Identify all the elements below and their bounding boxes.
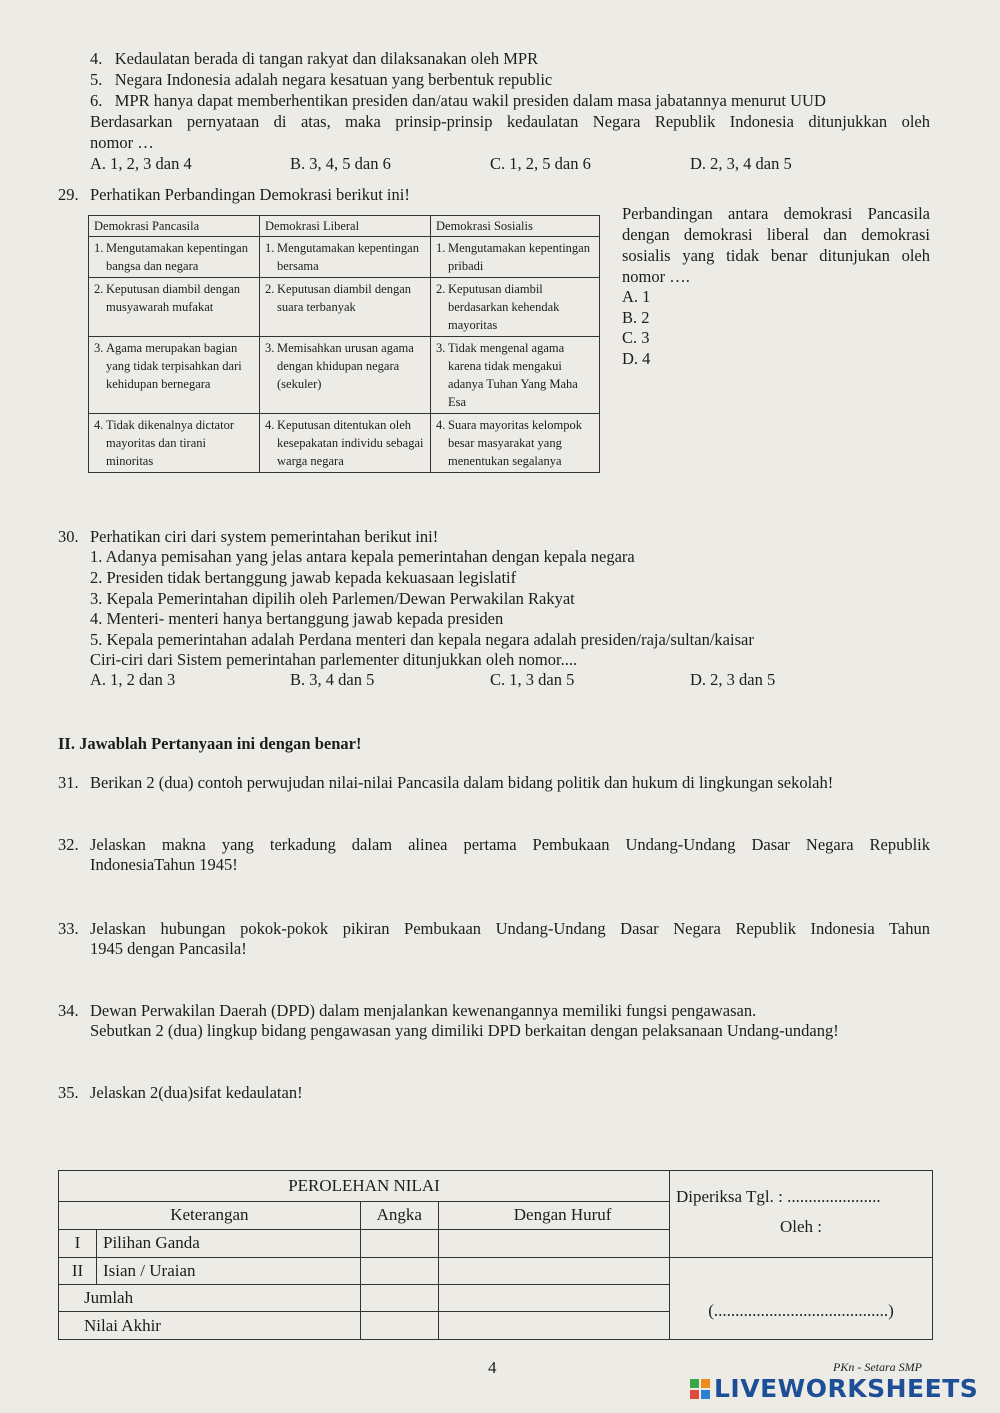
table-row (89, 337, 600, 414)
score-row-label: Pilihan Ganda (97, 1230, 361, 1257)
question-number: 29. (58, 185, 79, 204)
list-item: 3. Kepala Pemerintahan dipilih oleh Parlemen/Dewan Perwakilan Rakyat (90, 589, 575, 608)
table-row (89, 278, 600, 337)
row-number: I (59, 1230, 97, 1257)
row-number: 2. (265, 282, 275, 296)
score-huruf-cell[interactable] (438, 1312, 669, 1340)
table-cell: Keputusan diambil berdasarkan kehendak mayoritas (448, 282, 560, 332)
page-number: 4 (488, 1358, 497, 1377)
question-number: 35. (58, 1083, 79, 1102)
table-header: Demokrasi Sosialis (431, 216, 600, 237)
list-item: 1. Adanya pemisahan yang jelas antara kepala pemerintahan dengan kepala negara (90, 547, 635, 566)
table-cell: Mengutamakan kepentingan bersama (277, 241, 419, 273)
liveworksheets-logo (690, 1374, 978, 1403)
row-number: 4. (265, 418, 275, 432)
score-table (58, 1170, 933, 1340)
score-row-label: Isian / Uraian (97, 1257, 361, 1284)
table-cell: Keputusan ditentukan oleh kesepakatan individu sebagai warga negara (277, 418, 424, 468)
table-header: Demokrasi Pancasila (89, 216, 260, 237)
row-number: 4. (436, 418, 446, 432)
row-number: 2. (94, 282, 104, 296)
score-huruf-cell[interactable] (438, 1257, 669, 1284)
score-angka-cell[interactable] (360, 1312, 438, 1340)
score-angka-cell[interactable] (360, 1257, 438, 1284)
option-b[interactable]: B. 3, 4, 5 dan 6 (290, 154, 391, 173)
row-number: 3. (94, 341, 104, 355)
table-header: Demokrasi Liberal (260, 216, 431, 237)
option-a[interactable]: A. 1, 2 dan 3 (90, 670, 176, 689)
option-d[interactable]: D. 2, 3 dan 5 (690, 670, 776, 689)
score-huruf-cell[interactable] (438, 1285, 669, 1312)
row-number: 1. (436, 241, 446, 255)
option-b[interactable]: B. 3, 4 dan 5 (290, 670, 375, 689)
table-cell: Suara mayoritas kelompok besar masyarakat yang menentukan segalanya (448, 418, 582, 468)
question-number: 31. (58, 773, 79, 792)
question-30-question: Ciri-ciri dari Sistem pemerintahan parlementer ditunjukkan oleh nomor.... (90, 650, 578, 669)
table-cell: Mengutamakan kepentingan pribadi (448, 241, 590, 273)
table-cell: Tidak dikenalnya dictator mayoritas dan tirani minoritas (106, 418, 234, 468)
question-number: 32. (58, 835, 79, 854)
question-29-side-text: Perbandingan antara demokrasi Pancasila dengan demokrasi liberal dan demokrasi sosialis yang tidak benar ditunjukan oleh nomor …. (622, 204, 930, 286)
list-item: 4. Menteri- menteri hanya bertanggung jawab kepada presiden (90, 609, 504, 628)
question-number: 30. (58, 527, 79, 546)
table-cell: Memisahkan urusan agama dengan khidupan negara (sekuler) (277, 341, 414, 391)
essay-question: Jelaskan 2(dua)sifat kedaulatan! (90, 1083, 303, 1102)
option-c[interactable]: C. 3 (622, 328, 650, 347)
column-header: Dengan Huruf (438, 1201, 669, 1230)
row-number: II (59, 1257, 97, 1284)
essay-question: Jelaskan hubungan pokok-pokok pikiran Pembukaan Undang-Undang Dasar Negara Republik Indonesia Tahun (90, 919, 930, 938)
table-cell: Mengutamakan kepentingan bangsa dan negara (106, 241, 248, 273)
statement-item: 6. MPR hanya dapat memberhentikan presiden dan/atau wakil presiden dalam masa jabatannya menurut UUD (90, 91, 826, 110)
signature-line: (.........................................) (708, 1301, 894, 1320)
essay-question: Sebutkan 2 (dua) lingkup bidang pengawasan yang dimiliki DPD berkaitan dengan pelaksanaan Undang-undang! (90, 1021, 839, 1040)
column-header: Angka (360, 1201, 438, 1230)
question-30-prompt: Perhatikan ciri dari system pemerintahan berikut ini! (90, 527, 439, 546)
score-angka-cell[interactable] (360, 1230, 438, 1257)
essay-question: Jelaskan makna yang terkadung dalam alinea pertama Pembukaan Undang-Undang Dasar Negara Republik (90, 835, 930, 854)
table-cell: Tidak mengenal agama karena tidak mengakui adanya Tuhan Yang Maha Esa (448, 341, 578, 409)
table-row (89, 414, 600, 473)
option-b[interactable]: B. 2 (622, 308, 650, 327)
row-number: 1. (94, 241, 104, 255)
table-cell: Keputusan diambil dengan musyawarah mufakat (106, 282, 240, 314)
statement-item: 5. Negara Indonesia adalah negara kesatuan yang berbentuk republic (90, 70, 553, 89)
statement-item: 4. Kedaulatan berada di tangan rakyat dan dilaksanakan oleh MPR (90, 49, 539, 68)
option-a[interactable]: A. 1, 2, 3 dan 4 (90, 154, 192, 173)
essay-question: 1945 dengan Pancasila! (90, 939, 247, 958)
question-29-prompt: Perhatikan Perbandingan Demokrasi berikut ini! (90, 185, 410, 204)
question-28-text: Berdasarkan pernyataan di atas, maka prinsip-prinsip kedaulatan Negara Republik Indonesia ditunjukkan oleh (90, 112, 930, 131)
row-number: 2. (436, 282, 446, 296)
essay-question: IndonesiaTahun 1945! (90, 855, 238, 874)
question-number: 33. (58, 919, 79, 938)
list-item: 5. Kepala pemerintahan adalah Perdana menteri dan kepala negara adalah presiden/raja/sultan/kaisar (90, 630, 754, 649)
option-d[interactable]: D. 4 (622, 349, 651, 368)
section-title: II. Jawablah Pertanyaan ini dengan benar! (58, 734, 362, 753)
score-row-label: Nilai Akhir (59, 1312, 361, 1340)
check-date-cell (670, 1171, 933, 1258)
option-d[interactable]: D. 2, 3, 4 dan 5 (690, 154, 792, 173)
essay-question: Berikan 2 (dua) contoh perwujudan nilai-nilai Pancasila dalam bidang politik dan hukum di lingkungan sekolah! (90, 773, 834, 792)
row-number: 4. (94, 418, 104, 432)
democracy-comparison-table (88, 215, 600, 473)
score-angka-cell[interactable] (360, 1285, 438, 1312)
score-table-title: PEROLEHAN NILAI (59, 1171, 670, 1202)
score-row-label: Jumlah (59, 1285, 361, 1312)
option-c[interactable]: C. 1, 3 dan 5 (490, 670, 575, 689)
subject-label: PKn - Setara SMP (833, 1360, 922, 1374)
question-28-text: nomor … (90, 133, 154, 152)
liveworksheets-logo-icon (690, 1379, 710, 1399)
list-item: 2. Presiden tidak bertanggung jawab kepada kekuasaan legislatif (90, 568, 517, 587)
score-huruf-cell[interactable] (438, 1230, 669, 1257)
check-date-label: Diperiksa Tgl. : ...................... (676, 1187, 881, 1206)
checked-by-label: Oleh : (779, 1217, 823, 1236)
row-number: 3. (436, 341, 446, 355)
column-header: Keterangan (59, 1201, 361, 1230)
essay-question: Dewan Perwakilan Daerah (DPD) dalam menjalankan kewenangannya memiliki fungsi pengawasan. (90, 1001, 757, 1020)
table-cell: Keputusan diambil dengan suara terbanyak (277, 282, 411, 314)
option-c[interactable]: C. 1, 2, 5 dan 6 (490, 154, 591, 173)
signature-cell (670, 1257, 933, 1339)
row-number: 1. (265, 241, 275, 255)
option-a[interactable]: A. 1 (622, 287, 651, 306)
brand-name: LIVEWORKSHEETS (714, 1374, 979, 1403)
question-number: 34. (58, 1001, 79, 1020)
table-cell: Agama merupakan bagian yang tidak terpisahkan dari kehidupan bernegara (106, 341, 242, 391)
table-row (89, 237, 600, 278)
row-number: 3. (265, 341, 275, 355)
